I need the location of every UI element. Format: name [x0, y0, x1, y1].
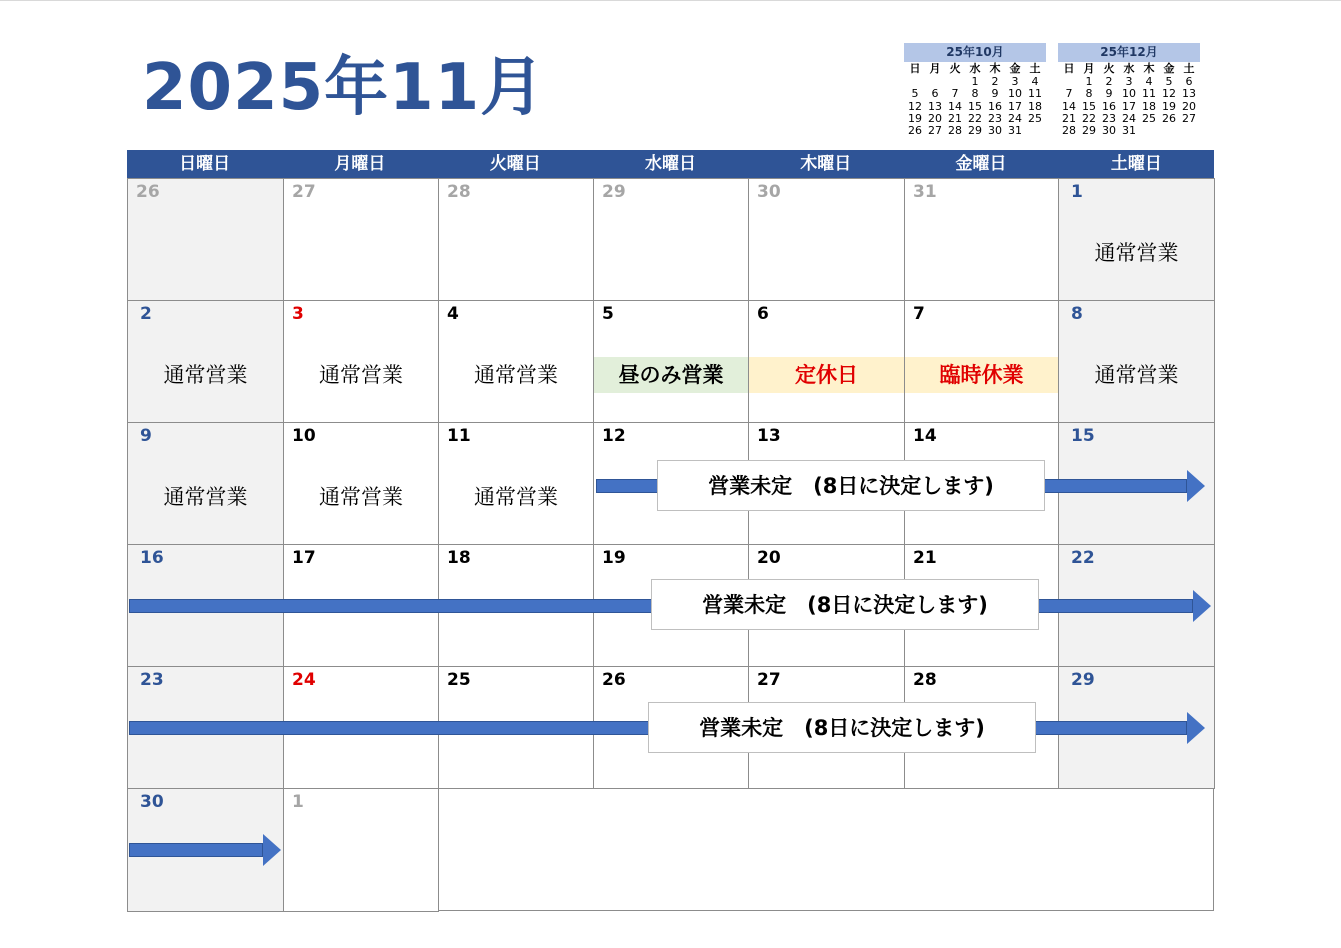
day-cell[interactable]: [748, 300, 905, 423]
mini-day: 25: [1028, 111, 1042, 125]
day-number: 17: [292, 548, 316, 568]
mini-day: 28: [1062, 124, 1076, 138]
mini-day: 7: [1065, 87, 1073, 101]
day-cell[interactable]: [438, 422, 594, 545]
mini-day: 10: [1008, 87, 1022, 101]
mini-day: 10: [1122, 87, 1136, 101]
mini-weekday-label: 火: [949, 62, 961, 75]
day-number: 16: [140, 548, 164, 568]
mini-day: 24: [1122, 111, 1136, 125]
mini-day: 11: [1142, 87, 1156, 101]
mini-day: 2: [991, 75, 999, 88]
day-number: 25: [447, 670, 471, 690]
mini-day: 17: [1008, 99, 1022, 113]
day-cell[interactable]: [283, 422, 439, 545]
day-number: 12: [602, 426, 626, 446]
mini-day: 27: [1182, 111, 1196, 125]
day-cell[interactable]: [283, 300, 439, 423]
day-number: 4: [447, 304, 459, 324]
day-number: 1: [292, 792, 304, 812]
mini-weekday-label: 月: [929, 62, 941, 75]
mini-day: 22: [1082, 111, 1096, 125]
undecided-banner: 営業未定 (8日に決定します): [657, 460, 1045, 511]
mini-day: 4: [1145, 75, 1153, 88]
business-status: 通常営業: [474, 363, 558, 387]
business-status: 通常営業: [1094, 363, 1179, 387]
day-cell[interactable]: [593, 300, 749, 423]
mini-day: 23: [988, 111, 1002, 125]
calendar-grid: [127, 178, 1214, 911]
mini-day: 11: [1028, 87, 1042, 101]
day-number: 13: [757, 426, 781, 446]
day-number: 26: [602, 670, 626, 690]
mini-day: 20: [928, 111, 942, 125]
day-number: 24: [292, 670, 316, 690]
mini-day: 13: [1182, 87, 1196, 101]
mini-calendar-grid: [904, 62, 1046, 137]
mini-weekday-label: 月: [1083, 62, 1095, 75]
mini-day: 24: [1008, 111, 1022, 125]
business-status: 定休日: [749, 357, 904, 393]
mini-day: 6: [1185, 75, 1193, 88]
mini-weekday-label: 木: [989, 62, 1001, 75]
day-cell[interactable]: [283, 178, 439, 301]
day-cell[interactable]: [127, 178, 284, 301]
mini-weekday-label: 金: [1163, 62, 1175, 75]
day-number: 8: [1071, 304, 1083, 324]
day-cell[interactable]: [904, 300, 1059, 423]
weekday-header: 火曜日: [489, 154, 541, 174]
business-status: 通常営業: [319, 485, 403, 509]
day-number: 29: [1071, 670, 1095, 690]
mini-day: 18: [1142, 99, 1156, 113]
mini-weekday-label: 水: [969, 62, 981, 75]
mini-day: [1139, 125, 1159, 137]
business-status: 通常営業: [163, 485, 248, 509]
mini-day: 7: [951, 87, 959, 101]
mini-day: [1159, 125, 1179, 137]
mini-day: 20: [1182, 99, 1196, 113]
mini-day: 14: [1062, 99, 1076, 113]
mini-calendar-grid: [1058, 62, 1200, 137]
empty-area: [438, 788, 1214, 911]
weekday-header: 月曜日: [334, 154, 386, 174]
day-number: 19: [602, 548, 626, 568]
mini-day: 5: [1165, 75, 1173, 88]
mini-weekday-label: 土: [1183, 62, 1195, 75]
weekday-header: 金曜日: [955, 154, 1007, 174]
mini-day: 21: [948, 111, 962, 125]
mini-day: 17: [1122, 99, 1136, 113]
mini-day: 16: [988, 99, 1002, 113]
mini-day: 27: [928, 124, 942, 138]
mini-day: 13: [928, 99, 942, 113]
day-number: 26: [136, 182, 160, 202]
day-cell[interactable]: [1058, 300, 1215, 423]
mini-calendar-title: 25年10月: [904, 43, 1046, 62]
day-cell[interactable]: [593, 178, 749, 301]
mini-day: 8: [971, 87, 979, 101]
arrow-head-icon: [1193, 590, 1211, 622]
mini-day: 12: [908, 99, 922, 113]
mini-weekday-label: 木: [1143, 62, 1155, 75]
mini-day: 1: [1085, 75, 1093, 88]
day-number: 7: [913, 304, 925, 324]
mini-day: 9: [991, 87, 999, 101]
day-number: 9: [140, 426, 152, 446]
mini-calendar-december: [1058, 43, 1200, 137]
mini-day: 12: [1162, 87, 1176, 101]
day-cell[interactable]: [283, 788, 439, 912]
mini-day: 19: [908, 111, 922, 125]
mini-day: 4: [1031, 75, 1039, 88]
mini-calendar-october: [904, 43, 1046, 137]
mini-calendar-title: 25年12月: [1058, 43, 1200, 62]
mini-day: 21: [1062, 111, 1076, 125]
day-cell[interactable]: [127, 422, 284, 545]
day-number: 29: [602, 182, 626, 202]
day-cell[interactable]: [904, 178, 1059, 301]
mini-day: 18: [1028, 99, 1042, 113]
arrow-head-icon: [1187, 712, 1205, 744]
day-cell[interactable]: [748, 178, 905, 301]
undecided-banner: 営業未定 (8日に決定します): [651, 579, 1039, 630]
day-number: 5: [602, 304, 614, 324]
day-number: 3: [292, 304, 304, 324]
mini-weekday-label: 日: [909, 62, 921, 75]
day-cell[interactable]: [1058, 178, 1215, 301]
day-cell[interactable]: [127, 300, 284, 423]
mini-day: 3: [1011, 75, 1019, 88]
day-number: 28: [913, 670, 937, 690]
mini-weekday-label: 土: [1029, 62, 1041, 75]
mini-day: 14: [948, 99, 962, 113]
day-number: 22: [1071, 548, 1095, 568]
mini-weekday-label: 金: [1009, 62, 1021, 75]
arrow-head-icon: [263, 834, 281, 866]
mini-day: 29: [968, 124, 982, 138]
business-status: 通常営業: [319, 363, 403, 387]
mini-day: 30: [988, 124, 1002, 138]
mini-day: 8: [1085, 87, 1093, 101]
weekday-header: 日曜日: [179, 154, 231, 174]
mini-day: 31: [1122, 124, 1136, 138]
mini-day: 15: [1082, 99, 1096, 113]
mini-day: 26: [908, 124, 922, 138]
weekday-header-row: [127, 150, 1214, 178]
mini-weekday-label: 水: [1123, 62, 1135, 75]
mini-day: 22: [968, 111, 982, 125]
business-status: 通常営業: [474, 485, 558, 509]
mini-day: [1025, 125, 1045, 137]
mini-weekday-label: 火: [1103, 62, 1115, 75]
day-number: 15: [1071, 426, 1095, 446]
day-number: 18: [447, 548, 471, 568]
business-status: 臨時休業: [905, 357, 1058, 393]
arrow-head-icon: [1187, 470, 1205, 502]
top-divider: [0, 0, 1341, 1]
day-number: 30: [757, 182, 781, 202]
day-number: 27: [292, 182, 316, 202]
day-number: 14: [913, 426, 937, 446]
mini-day: 23: [1102, 111, 1116, 125]
page-title: 2025年11月: [142, 51, 546, 125]
day-number: 2: [140, 304, 152, 324]
day-number: 20: [757, 548, 781, 568]
undecided-banner: 営業未定 (8日に決定します): [648, 702, 1036, 753]
mini-day: 31: [1008, 124, 1022, 138]
mini-day: [1179, 125, 1199, 137]
day-number: 21: [913, 548, 937, 568]
day-number: 30: [140, 792, 164, 812]
day-cell[interactable]: [438, 300, 594, 423]
day-number: 28: [447, 182, 471, 202]
day-number: 11: [447, 426, 471, 446]
mini-day: 28: [948, 124, 962, 138]
mini-day: 26: [1162, 111, 1176, 125]
day-number: 27: [757, 670, 781, 690]
business-status: 通常営業: [163, 363, 248, 387]
mini-day: 29: [1082, 124, 1096, 138]
mini-day: 3: [1125, 75, 1133, 88]
month-calendar: [127, 150, 1214, 911]
mini-day: 1: [971, 75, 979, 88]
weekday-header: 木曜日: [800, 154, 852, 174]
mini-day: 9: [1105, 87, 1113, 101]
mini-day: 16: [1102, 99, 1116, 113]
mini-day: 30: [1102, 124, 1116, 138]
day-number: 1: [1071, 182, 1083, 202]
mini-day: 15: [968, 99, 982, 113]
mini-weekday-label: 日: [1063, 62, 1075, 75]
mini-day: 6: [931, 87, 939, 101]
mini-day: 5: [911, 87, 919, 101]
weekday-header: 土曜日: [1110, 154, 1162, 174]
continuation-arrow: [129, 843, 263, 857]
weekday-header: 水曜日: [644, 154, 696, 174]
mini-day: 2: [1105, 75, 1113, 88]
day-number: 23: [140, 670, 164, 690]
day-number: 31: [913, 182, 937, 202]
day-number: 10: [292, 426, 316, 446]
mini-day: 25: [1142, 111, 1156, 125]
business-status: 通常営業: [1094, 241, 1179, 265]
day-number: 6: [757, 304, 769, 324]
day-cell[interactable]: [438, 178, 594, 301]
mini-day: 19: [1162, 99, 1176, 113]
business-status: 昼のみ営業: [594, 357, 748, 393]
